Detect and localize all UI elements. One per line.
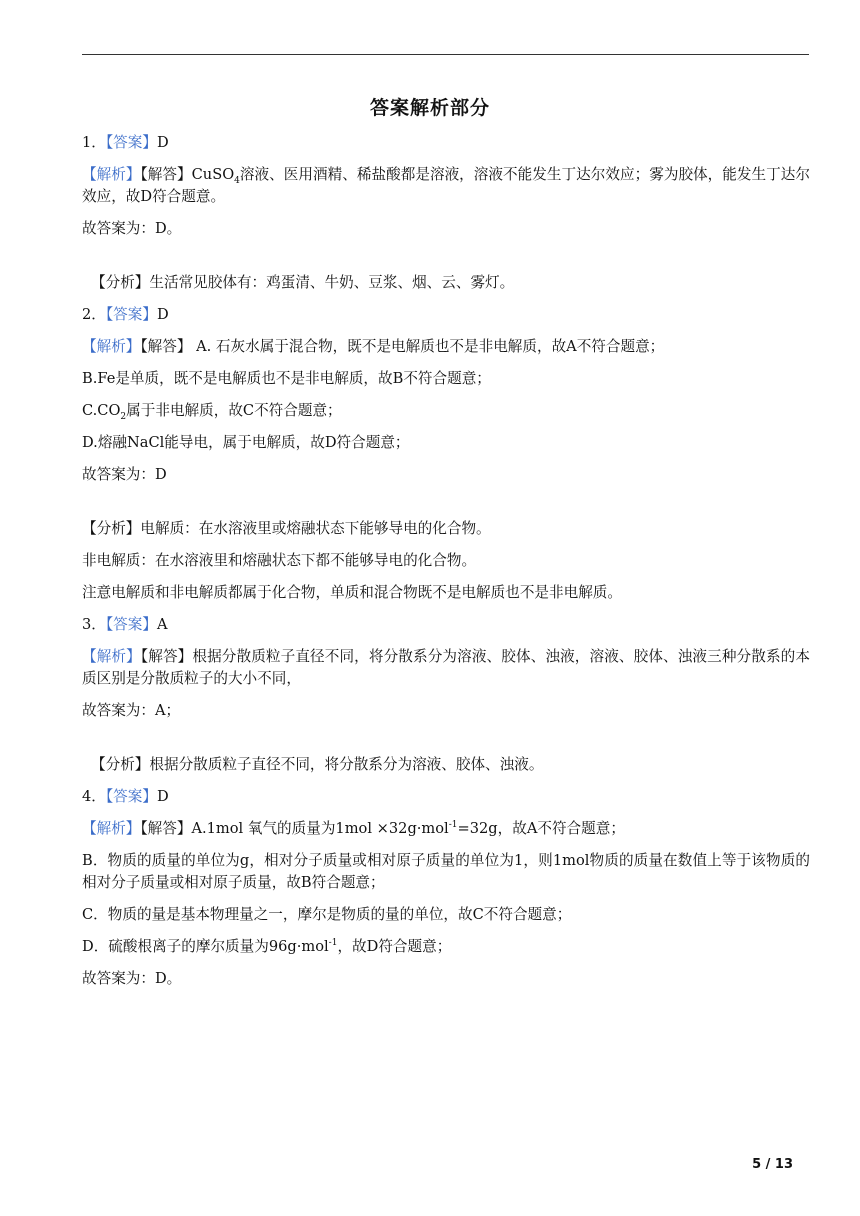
q4-option-c: C．物质的量是基本物理量之一，摩尔是物质的量的单位，故C不符合题意； [82,906,572,923]
answer-tag: 【答案】 [105,616,157,633]
q1-analysis: 【解析】【解答】CuSO$_4$溶液、医用酒精、稀盐酸都是溶液，溶液不能发生丁达尔效应；雾为胶体，能发生丁达尔效应，故D符合题意。 [82,166,810,205]
q4-option-b: B．物质的质量的单位为g，相对分子质量或相对原子质量的单位为1，则1mol物质的质量在数值上等于该物质的相对分子质量或相对原子质量，故B符合题意； [82,852,810,891]
page-title: 答案解析部分 [369,97,490,119]
analysis-tag: 【解析】 [82,338,141,355]
answer-tag: 【答案】 [105,788,157,805]
answer-content [82,132,810,1000]
q3-answer-line: 3．【答案】A [82,616,168,633]
q2-analysis: 【解析】【解答】 A. 石灰水属于混合物，既不是电解质也不是非电解质，故A不符合题意； [82,338,665,355]
q2-final: 故答案为：D [82,466,167,483]
answer-tag: 【答案】 [105,306,157,323]
q1-answer-line: 1．【答案】D [82,134,169,151]
q3-final: 故答案为：A； [82,702,181,719]
q1-final: 故答案为：D。 [82,220,182,237]
answer-tag: 【答案】 [105,134,157,151]
q4-final: 故答案为：D。 [82,970,182,987]
q2-answer-line: 2．【答案】D [82,306,169,323]
q3-note: 【分析】根据分散质粒子直径不同，将分散系分为溶液、胶体、浊液。 [91,756,544,773]
q4-analysis: 【解析】【解答】A.1mol 氧气的质量为1mol ×32g·mol$^{-1}$=32g，故A不符合题意； [82,820,625,837]
page-number: 5 / 13 [752,1157,793,1172]
q1-note: 【分析】生活常见胶体有：鸡蛋清、牛奶、豆浆、烟、云、雾灯。 [91,274,515,291]
q4-option-d: D．硫酸根离子的摩尔质量为96g·mol$^{-1}$，故D符合题意； [82,938,452,955]
analysis-tag: 【解析】 [82,820,141,837]
q2-note-1: 【分析】电解质：在水溶液里或熔融状态下能够导电的化合物。 [82,520,491,537]
analysis-tag: 【解析】 [82,648,141,665]
q2-option-b: B.Fe是单质，既不是电解质也不是非电解质，故B不符合题意； [82,370,491,387]
header-rule [82,54,809,55]
q4-answer-line: 4．【答案】D [82,788,169,805]
q2-option-d: D.熔融NaCl能导电，属于电解质，故D符合题意； [82,434,410,451]
q3-analysis: 【解析】【解答】根据分散质粒子直径不同，将分散系分为溶液、胶体、浊液，溶液、胶体、浊液三种分散系的本质区别是分散质粒子的大小不同， [82,648,810,687]
q2-note-2: 非电解质：在水溶液里和熔融状态下都不能够导电的化合物。 [82,552,477,569]
q2-note-3: 注意电解质和非电解质都属于化合物，单质和混合物既不是电解质也不是非电解质。 [82,584,622,601]
analysis-tag: 【解析】 [82,166,141,183]
q2-option-c: $C.CO_2$属于非电解质，故C不符合题意； [82,402,342,422]
